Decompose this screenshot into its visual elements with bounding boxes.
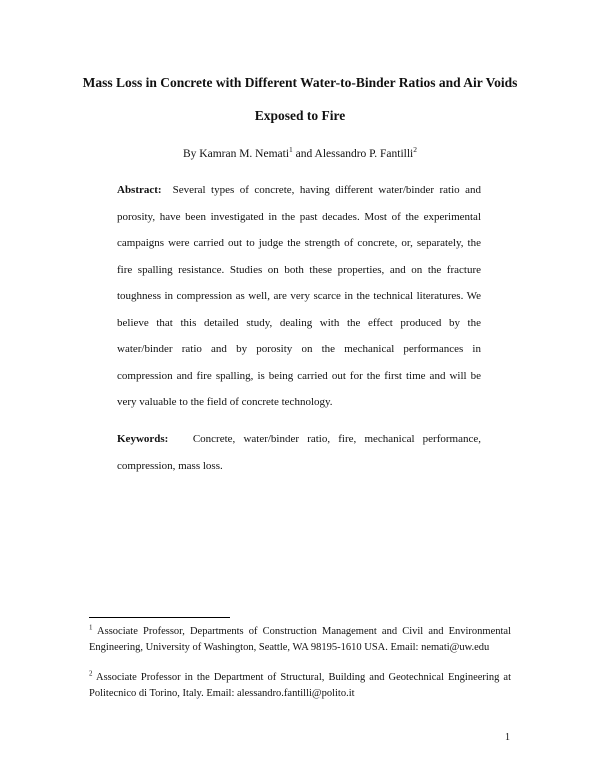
footnote-2-mark: 2 <box>89 669 93 678</box>
footnote-1-text: Associate Professor, Departments of Construction Management and Civil and Environmental Engineering, University of Washington, Seattle, WA 98195-1610 USA. Email: nemati@uw.edu <box>89 626 511 653</box>
footnote-1-mark: 1 <box>89 623 93 632</box>
author-1-footnote-mark: 1 <box>289 145 293 155</box>
author-2: Alessandro P. Fantilli <box>314 148 414 160</box>
footnote-2 <box>89 670 511 701</box>
keywords-paragraph <box>117 426 481 479</box>
author-1: Kamran M. Nemati <box>199 148 290 160</box>
abstract-label: Abstract: <box>117 184 162 196</box>
footnote-separator <box>89 617 230 618</box>
footnote-2-text: Associate Professor in the Department of Structural, Building and Geotechnical Engineering at Politecnico di Torino, Italy. Email: alessandro.fantilli@polito.it <box>89 672 512 699</box>
paper-title: Mass Loss in Concrete with Different Water-to-Binder Ratios and Air Voids Exposed to Fire <box>82 75 518 123</box>
author-conjunction: and <box>295 148 313 160</box>
keywords-text: Concrete, water/binder ratio, fire, mechanical performance, compression, mass loss. <box>117 433 482 472</box>
author-2-footnote-mark: 2 <box>413 145 417 155</box>
abstract-text: Several types of concrete, having different water/binder ratio and porosity, have been investigated in the past decades. Most of the experimental campaigns were carried out to judge the strength of concrete, or, separately, the fire spalling resistance. Studies on both these properties, and on the fracture toughness in compression as well, are very scarce in the technical literatures. We believe that this detailed study, dealing with the effect produced by the water/binder ratio and by porosity on the mechanical performances in compression and fire spalling, is being carried out for the first time and will be very valuable to the field of concrete technology. <box>117 184 481 408</box>
page-number: 1 <box>505 732 510 743</box>
footnote-1 <box>89 624 511 655</box>
author-prefix: By <box>183 148 197 160</box>
author-line <box>60 146 540 162</box>
keywords-label: Keywords: <box>117 433 169 445</box>
abstract-paragraph <box>117 177 481 416</box>
